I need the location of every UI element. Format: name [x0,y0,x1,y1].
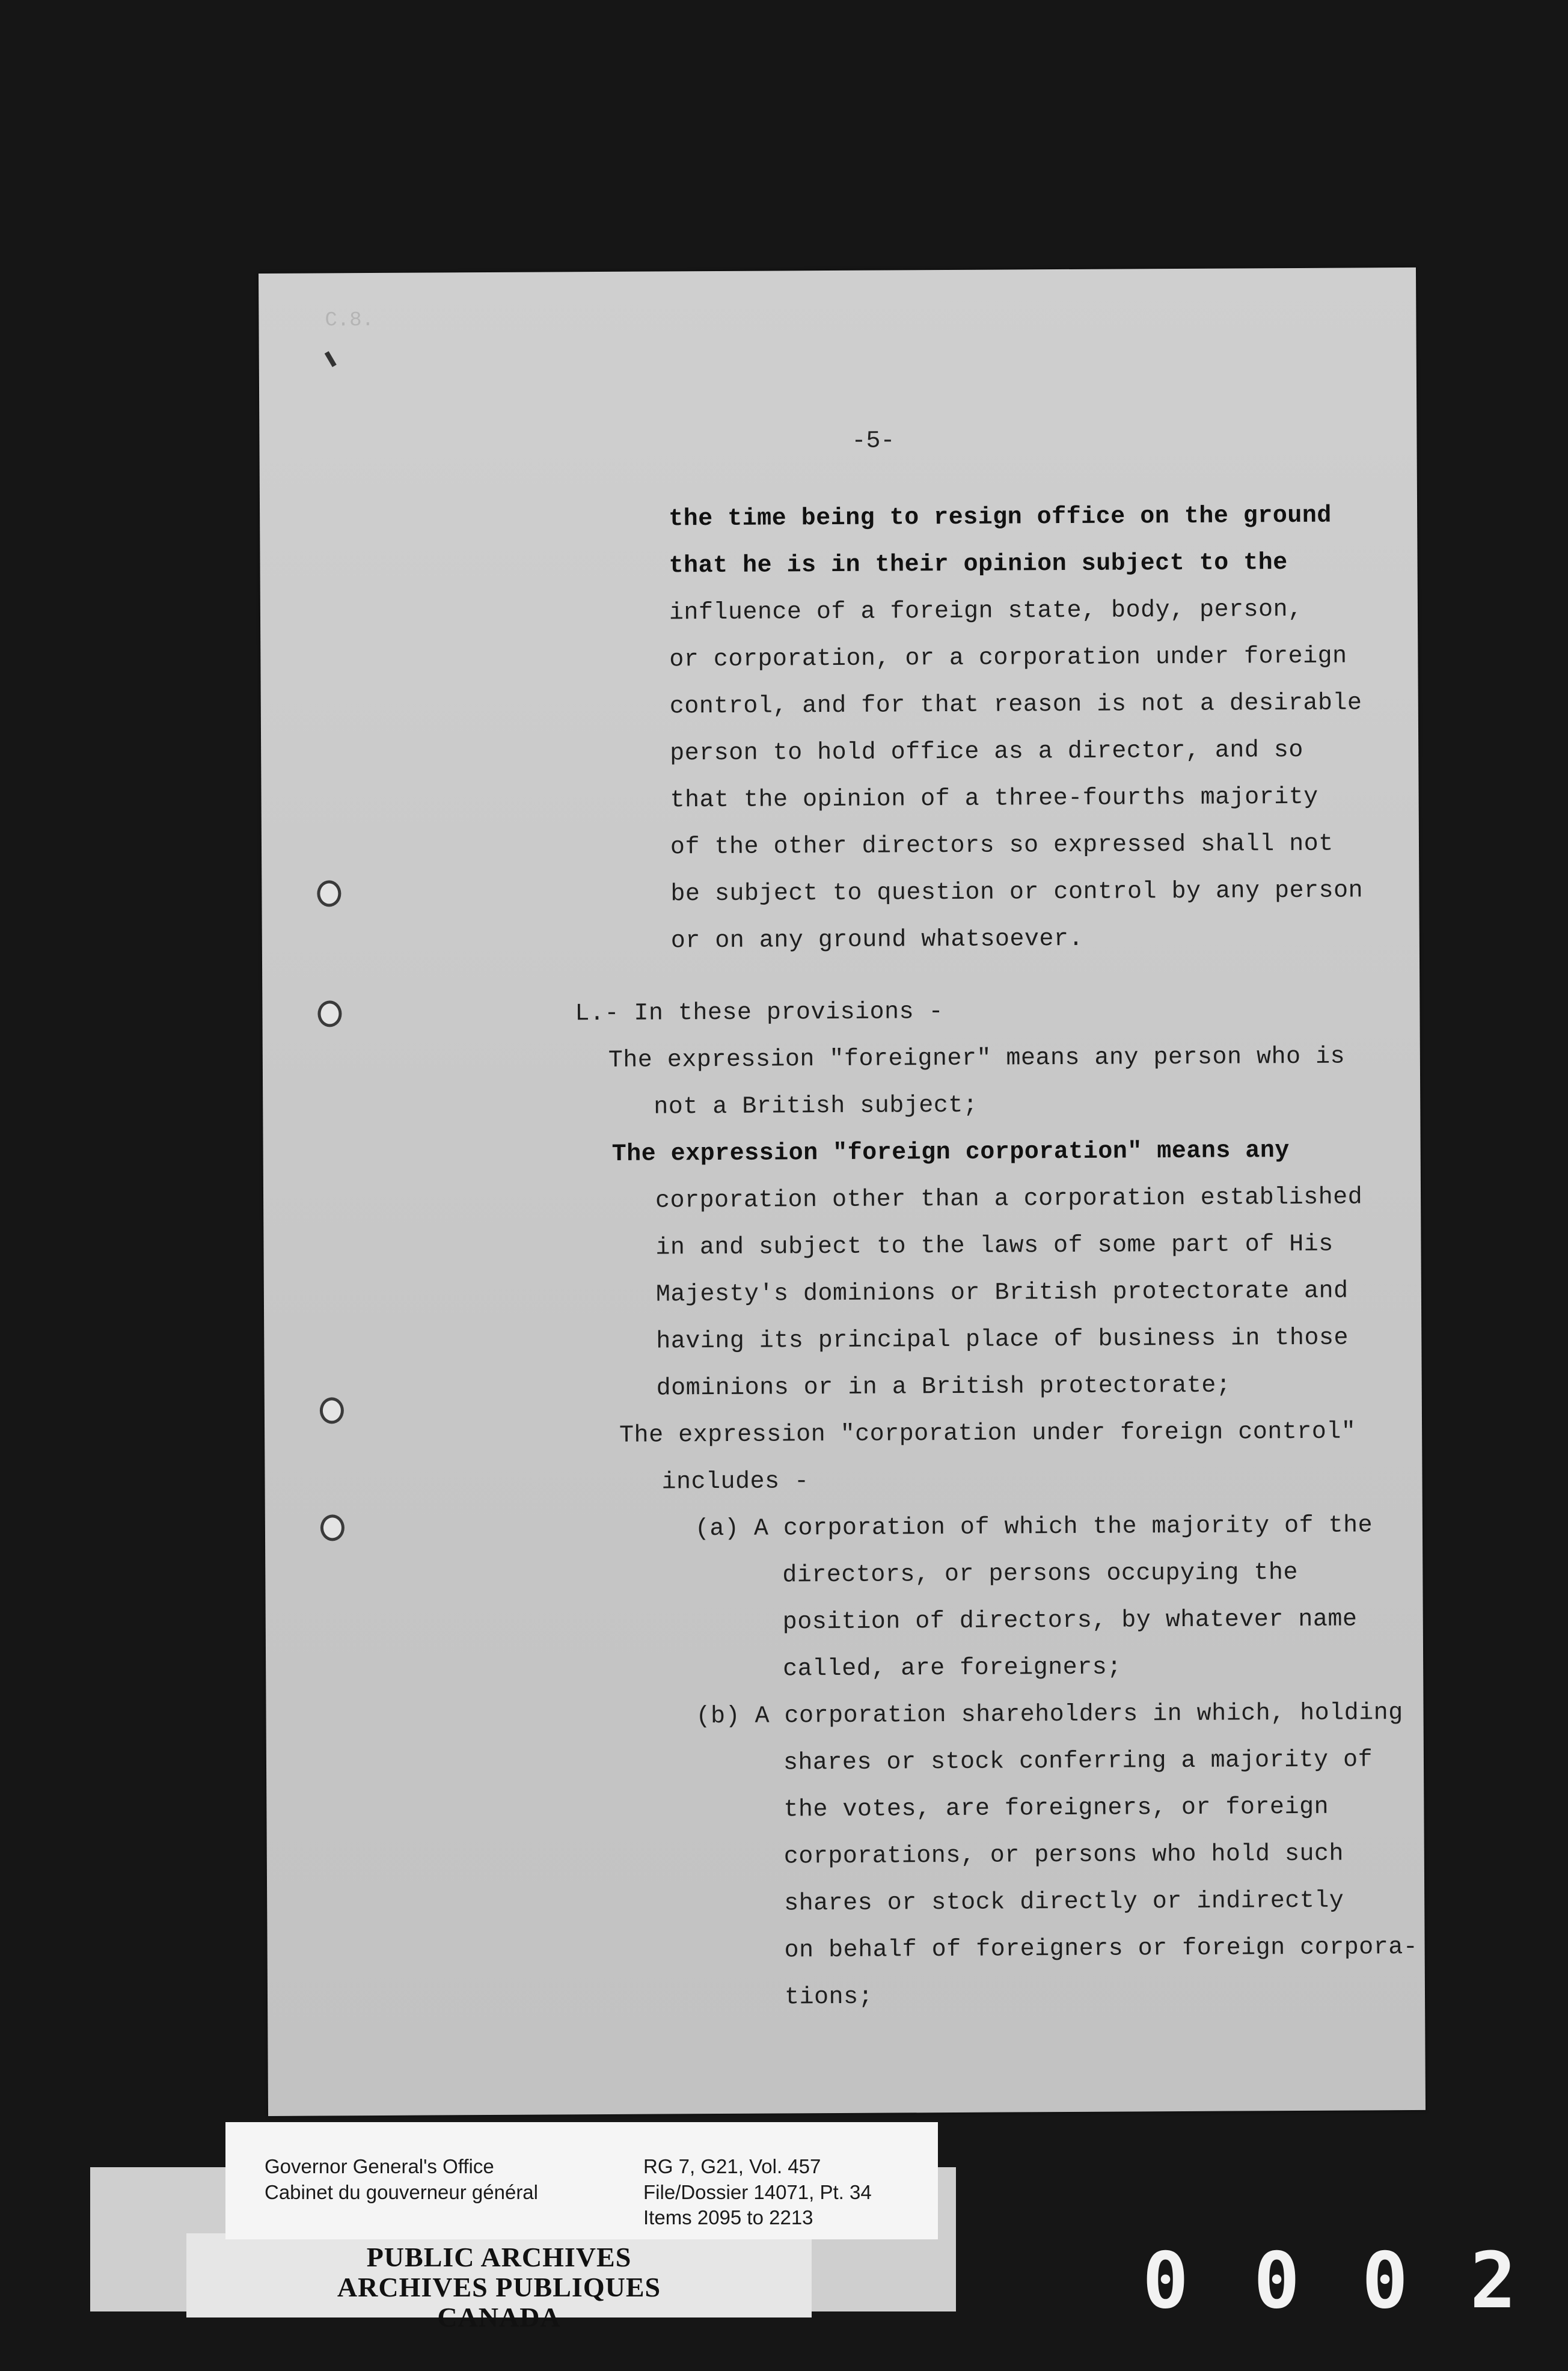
record-group-ref: RG 7, G21, Vol. 457 [643,2155,821,2177]
punch-hole [320,1514,345,1541]
body-line: control, and for that reason is not a desirable [669,690,1362,721]
clause-line: position of directors, by whatever name [782,1606,1358,1636]
archive-reference-label [225,2122,938,2239]
body-line: that the opinion of a three-fourths majority [670,783,1318,815]
section-heading: L.- In these provisions - [575,999,944,1028]
body-line: or on any ground whatsoever. [670,925,1084,955]
clause-line: (b) A corporation shareholders in which, holding [696,1699,1403,1731]
definition-line: having its principal place of business in those [656,1324,1349,1356]
frame-number-digit: 2 [1470,2236,1517,2326]
clause-line: corporations, or persons who hold such [783,1840,1344,1871]
clause-line: directors, or persons occupying the [782,1559,1299,1589]
faint-corner-mark: C.8. [325,308,375,332]
pencil-mark [325,351,337,367]
clause-line: (a) A corporation of which the majority of the [694,1512,1373,1543]
frame-number-digit: 0 [1362,2236,1409,2326]
definition-line: The expression "corporation under foreign control" [619,1418,1356,1449]
punch-hole [317,880,341,907]
definition-line: Majesty's dominions or British protectorate and [655,1277,1349,1309]
frame-number-digit: 0 [1254,2236,1300,2326]
body-line: person to hold office as a director, and so [670,736,1303,768]
archives-name-fr: ARCHIVES PUBLIQUES [337,2272,661,2302]
clause-line: shares or stock directly or indirectly [784,1887,1344,1918]
items-ref: Items 2095 to 2213 [643,2206,813,2229]
archives-country: CANADA [437,2302,561,2333]
clause-line: on behalf of foreigners or foreign corpora- [784,1933,1418,1965]
definition-line: not a British subject; [654,1092,978,1121]
body-line: of the other directors so expressed shall not [670,830,1334,861]
office-name-fr: Cabinet du gouverneur général [265,2181,538,2203]
body-line: the time being to resign office on the ground [669,502,1332,533]
punch-hole [317,1000,341,1027]
clause-line: called, are foreigners; [783,1654,1122,1683]
document-page [259,268,1426,2116]
office-name-en: Governor General's Office [265,2155,494,2177]
definition-line: corporation other than a corporation established [655,1184,1363,1215]
body-line: that he is in their opinion subject to the [669,549,1288,580]
definition-line: dominions or in a British protectorate; [656,1372,1231,1403]
definition-line: in and subject to the laws of some part of His [655,1231,1334,1262]
definition-line: includes - [661,1468,809,1496]
clause-line: tions; [784,1983,874,2012]
punch-hole [320,1397,344,1424]
definition-line: The expression "foreigner" means any person who is [608,1043,1346,1074]
archives-name-en: PUBLIC ARCHIVES [366,2242,632,2272]
body-line: be subject to question or control by any person [670,877,1364,908]
body-line: influence of a foreign state, body, person, [669,596,1303,627]
page-number: -5- [851,427,895,455]
clause-line: shares or stock conferring a majority of [783,1746,1373,1777]
file-dossier-ref: File/Dossier 14071, Pt. 34 [643,2181,872,2203]
definition-line: The expression "foreign corporation" means any [611,1137,1290,1168]
frame-number-digit: 0 [1142,2236,1189,2326]
clause-line: the votes, are foreigners, or foreign [783,1793,1329,1824]
body-line: or corporation, or a corporation under foreign [669,643,1347,674]
